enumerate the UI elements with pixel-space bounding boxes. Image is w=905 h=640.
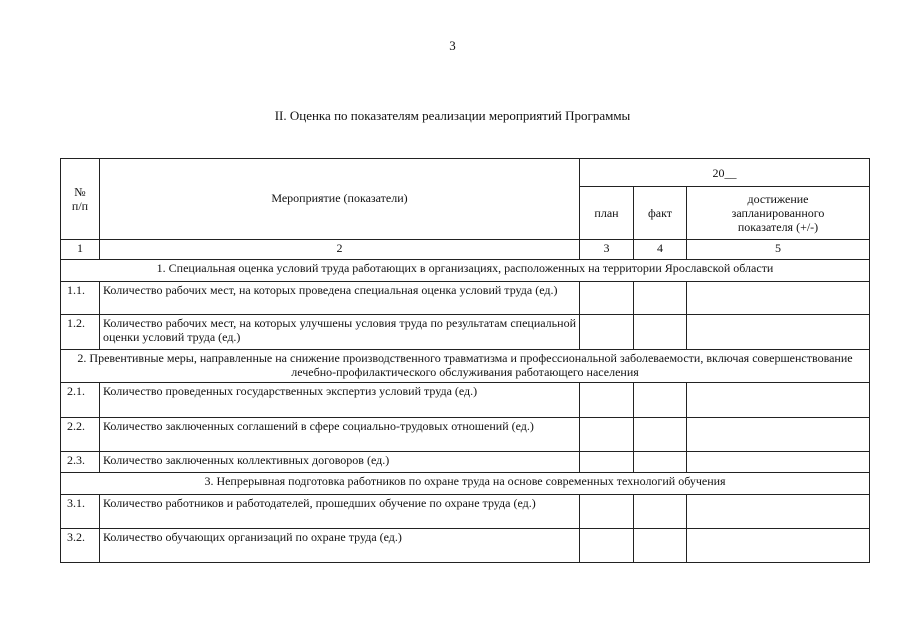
achievement-cell[interactable] (687, 495, 870, 529)
header-fact: факт (634, 187, 687, 240)
row-indicator-text: Количество рабочих мест, на которых проведена специальная оценка условий труда (ед.) (100, 282, 580, 315)
header-plan: план (580, 187, 634, 240)
row-number: 1.2. (61, 315, 100, 350)
col-number: 4 (634, 240, 687, 260)
achievement-cell[interactable] (687, 383, 870, 418)
section-header-row (61, 473, 870, 495)
row-number: 2.1. (61, 383, 100, 418)
plan-cell[interactable] (580, 383, 634, 418)
col-number: 5 (687, 240, 870, 260)
header-year: 20__ (580, 159, 870, 187)
section-header-row (61, 260, 870, 282)
col-number: 2 (100, 240, 580, 260)
row-number: 2.2. (61, 418, 100, 452)
section-title-cell: 2. Превентивные меры, направленные на снижение производственного травматизма и профессиональной заболеваемости, включая совершенствование лечебно-профилактического обслуживания работающего населения (61, 350, 870, 383)
row-number: 2.3. (61, 452, 100, 473)
row-indicator-text: Количество обучающих организаций по охране труда (ед.) (100, 529, 580, 563)
fact-cell[interactable] (634, 529, 687, 563)
header-row-top (61, 159, 870, 187)
plan-cell[interactable] (580, 529, 634, 563)
section-title-cell: 3. Непрерывная подготовка работников по охране труда на основе современных технологий обучения (61, 473, 870, 495)
fact-cell[interactable] (634, 383, 687, 418)
row-indicator-text: Количество работников и работодателей, прошедших обучение по охране труда (ед.) (100, 495, 580, 529)
plan-cell[interactable] (580, 418, 634, 452)
table-row (61, 495, 870, 529)
row-indicator-text: Количество заключенных коллективных договоров (ед.) (100, 452, 580, 473)
table-row (61, 282, 870, 315)
achievement-cell[interactable] (687, 452, 870, 473)
row-indicator-text: Количество заключенных соглашений в сфере социально-трудовых отношений (ед.) (100, 418, 580, 452)
achievement-cell[interactable] (687, 282, 870, 315)
section-header-row (61, 350, 870, 383)
table-row (61, 418, 870, 452)
column-numbers-row (61, 240, 870, 260)
row-indicator-text: Количество проведенных государственных экспертиз условий труда (ед.) (100, 383, 580, 418)
header-num-col: № п/п (61, 159, 100, 240)
section-title-cell: 1. Специальная оценка условий труда работающих в организациях, расположенных на территории Ярославской области (61, 260, 870, 282)
table-row (61, 529, 870, 563)
achievement-cell[interactable] (687, 315, 870, 350)
row-number: 3.2. (61, 529, 100, 563)
row-number: 3.1. (61, 495, 100, 529)
row-indicator-text: Количество рабочих мест, на которых улучшены условия труда по результатам специальной оценки условий труда (ед.) (100, 315, 580, 350)
achievement-cell[interactable] (687, 529, 870, 563)
plan-cell[interactable] (580, 315, 634, 350)
fact-cell[interactable] (634, 315, 687, 350)
col-number: 3 (580, 240, 634, 260)
fact-cell[interactable] (634, 418, 687, 452)
row-number: 1.1. (61, 282, 100, 315)
fact-cell[interactable] (634, 452, 687, 473)
table-row (61, 383, 870, 418)
col-number: 1 (61, 240, 100, 260)
page-number: 3 (449, 38, 456, 53)
plan-cell[interactable] (580, 495, 634, 529)
table-row (61, 452, 870, 473)
table-row (61, 315, 870, 350)
section-title: II. Оценка по показателям реализации мероприятий Программы (274, 108, 631, 123)
fact-cell[interactable] (634, 282, 687, 315)
fact-cell[interactable] (634, 495, 687, 529)
header-activity-col: Мероприятие (показатели) (100, 159, 580, 240)
plan-cell[interactable] (580, 452, 634, 473)
achievement-cell[interactable] (687, 418, 870, 452)
indicators-table (60, 158, 870, 563)
plan-cell[interactable] (580, 282, 634, 315)
header-achievement: достижение запланированного показателя (+/-) (687, 187, 870, 240)
